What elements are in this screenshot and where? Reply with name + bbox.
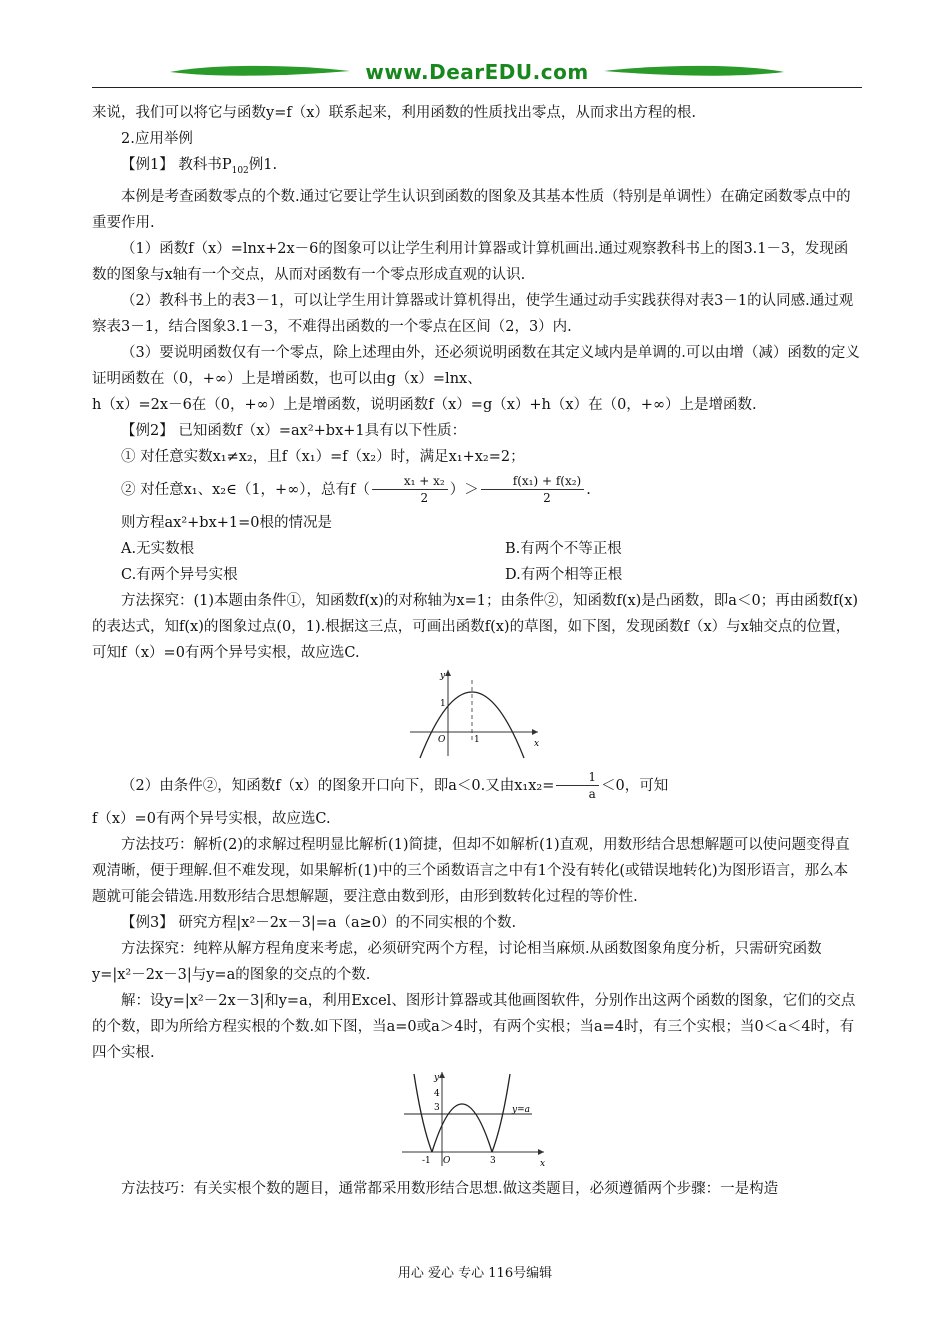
y-tick-label: 4 xyxy=(434,1088,440,1099)
site-logo[interactable]: www.DearEDU.com xyxy=(365,60,589,84)
option-a: A.无实数根 xyxy=(121,540,195,557)
option-d: D.有两个相等正根 xyxy=(505,566,623,583)
tip-paragraph: 方法技巧：解析(2)的求解过程明显比解析(1)简捷，但却不如解析(1)直观，用数形结合思想解题可以使问题变得直观清晰，便于理解.但不难发现，如果解析(1)中的三个函数语言之中有1个没有转化(或错误地转化)为图形语言，那么本题就可能会错选.用数形结合思想解题，要注意由数到形，由形到数转化过程的等价性. xyxy=(92,836,850,905)
fraction: $\frac{\text{f(x₁) + f(x₂)}}{2}$ xyxy=(481,473,584,506)
example-2-heading: 【例2】 已知函数f（x）=ax²+bx+1具有以下性质： xyxy=(121,422,467,439)
paragraph: h（x）=2x－6在（0，+∞）上是增函数，说明函数f（x）=g（x）+h（x）在（0，+∞）上是增函数. xyxy=(92,396,757,413)
x-axis-label: x xyxy=(540,1158,546,1169)
x-tick-label: 3 xyxy=(490,1155,496,1166)
section-heading: 2.应用举例 xyxy=(121,131,193,147)
paragraph: （1）函数f（x）=lnx+2x－6的图象可以让学生利用计算器或计算机画出.通过观察教科书上的图3.1－3，发现函数的图象与x轴有一个交点，从而对函数有一个零点形成直观的认识. xyxy=(92,240,849,283)
y-tick-label: 1 xyxy=(440,698,446,709)
method-paragraph: （2）由条件②，知函数f（x）的图象开口向下，即a＜0.又由x₁x₂= $\frac{1}{a}$ ＜0，可知 xyxy=(121,770,669,802)
page-header xyxy=(92,54,862,94)
method-paragraph: 方法探究：(1)本题由条件①，知函数f(x)的对称轴为x=1；由条件②，知函数f(x)是凸函数，即a＜0；再由函数f(x)的表达式，知f(x)的图象过点(0，1).根据这三点，可画出函数f(x)的草图，如下图，发现函数f（x）与x轴交点的位置，可知f（x）=0有两个异号实根，故应选C. xyxy=(92,592,859,661)
x-axis-label: x xyxy=(534,738,540,749)
paragraph: f（x）=0有两个异号实根，故应选C. xyxy=(92,810,331,827)
header-rule xyxy=(92,87,862,88)
example-1-heading: 【例1】 教科书$P_{102}$例1. xyxy=(121,157,278,176)
fraction: $\frac{1}{a}$ xyxy=(556,769,599,802)
paragraph: （2）教科书上的表3－1，可以让学生用计算器或计算机得出，使学生通过动手实践获得对表3－1的认同感.通过观察表3－1，结合图象3.1－3，不难得出函数的一个零点在区间（2，3）内. xyxy=(92,292,854,335)
document-body xyxy=(92,100,860,1202)
condition-2: ② 对任意x₁、x₂∈（1，+∞），总有f（ $\frac{\text{x₁ + x₂}}{2}$ ）＞ $\frac{\text{f(x₁) + f(x₂)}}{2}$ . xyxy=(121,474,591,506)
y-tick-label: 3 xyxy=(434,1102,440,1113)
x-tick-label: 1 xyxy=(474,734,480,745)
abs-quadratic-graph xyxy=(396,1066,556,1172)
condition-1: ① 对任意实数x₁≠x₂，且f（x₁）=f（x₂）时，满足x₁+x₂=2； xyxy=(121,448,525,465)
paragraph: 来说，我们可以将它与函数y=f（x）联系起来，利用函数的性质找出零点，从而求出方程的根. xyxy=(92,105,696,121)
origin-label: O xyxy=(438,734,446,745)
tip-paragraph: 方法技巧：有关实根个数的题目，通常都采用数形结合思想.做这类题目，必须遵循两个步骤：一是构造 xyxy=(121,1180,779,1197)
y-axis-label: y xyxy=(440,670,446,681)
figure-parabola xyxy=(92,666,860,766)
solution-paragraph: 解：设y=|x²－2x－3|和y=a，利用Excel、图形计算器或其他画图软件，分别作出这两个函数的图象，它们的交点的个数，即为所给方程实根的个数.如下图，当a=0或a＞4时，有两个实根；当a=4时，有三个实根；当0＜a＜4时，有四个实根. xyxy=(92,992,856,1061)
fraction: $\frac{\text{x₁ + x₂}}{2}$ xyxy=(372,473,448,506)
paragraph: （3）要说明函数仅有一个零点，除上述理由外，还必须说明函数在其定义域内是单调的.可以由增（减）函数的定义证明函数在（0，+∞）上是增函数，也可以由g（x）=lnx、 xyxy=(92,344,860,387)
option-c: C.有两个异号实根 xyxy=(121,566,238,583)
question: 则方程ax²+bx+1=0根的情况是 xyxy=(121,514,332,531)
parabola-graph xyxy=(406,666,546,762)
y-axis-label: y xyxy=(434,1072,440,1083)
method-paragraph: 方法探究：纯粹从解方程角度来考虑，必须研究两个方程，讨论相当麻烦.从函数图象角度分析，只需研究函数y=|x²－2x－3|与y=a的图象的交点的个数. xyxy=(92,940,822,983)
figure-abs-quadratic xyxy=(92,1066,860,1176)
option-b: B.有两个不等正根 xyxy=(505,540,622,557)
right-swoosh-icon xyxy=(604,62,784,82)
example-3-heading: 【例3】 研究方程|x²－2x－3|=a（a≥0）的不同实根的个数. xyxy=(121,914,517,931)
x-tick-label: -1 xyxy=(422,1155,431,1166)
page-footer: 用心 爱心 专心 116号编辑 xyxy=(397,1266,553,1281)
answer-options xyxy=(92,536,860,588)
origin-label: O xyxy=(443,1155,451,1166)
line-label: y=a xyxy=(512,1104,530,1115)
paragraph: 本例是考查函数零点的个数.通过它要让学生认识到函数的图象及其基本性质（特别是单调性）在确定函数零点中的重要作用. xyxy=(92,188,851,231)
